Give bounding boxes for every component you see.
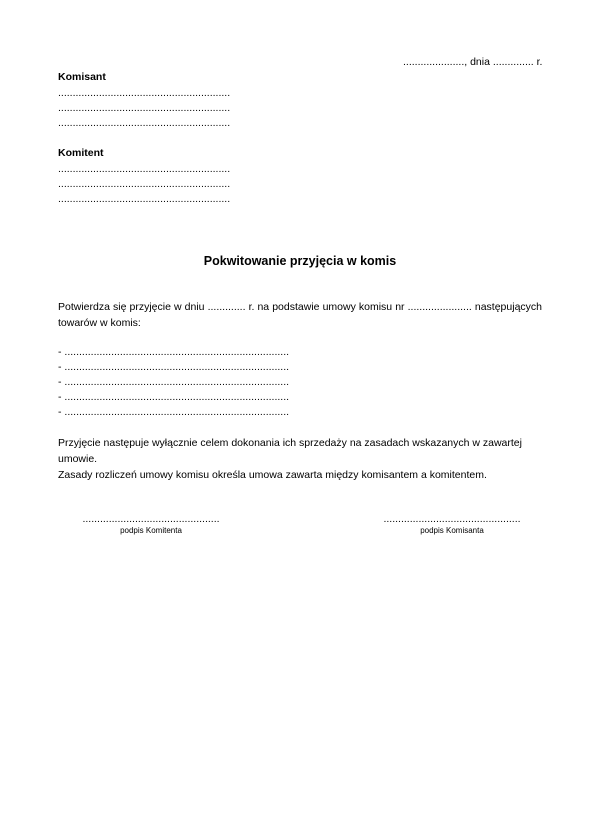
place-date-line: ....................., dnia .............. r. (403, 56, 543, 68)
komitent-line: ........................................................... (58, 178, 231, 190)
komitent-line: ........................................................... (58, 193, 231, 205)
goods-list (58, 345, 289, 420)
komitent-line: ........................................................... (58, 163, 231, 175)
komisant-details (58, 86, 230, 131)
confirmation-paragraph (58, 299, 542, 331)
komisant-signature-line: ............................................... (383, 513, 521, 525)
goods-line: - ............................................................................. (58, 346, 290, 358)
komitent-details (58, 162, 230, 207)
terms-line-2: Zasady rozliczeń umowy komisu określa umowa zawarta między komisantem a komitentem. (58, 469, 487, 481)
komitent-signature (82, 513, 220, 535)
komisant-line: ........................................................... (58, 87, 231, 99)
komitent-signature-line: ............................................... (82, 513, 220, 525)
goods-line: - ............................................................................. (58, 406, 290, 418)
komitent-signature-caption: podpis Komitenta (120, 526, 182, 535)
komisant-line: ........................................................... (58, 102, 231, 114)
komisant-signature (383, 513, 521, 535)
goods-line: - ............................................................................. (58, 391, 290, 403)
confirmation-line-2: towarów w komis: (58, 317, 141, 329)
terms-line-1: Przyjęcie następuje wyłącznie celem dokonania ich sprzedaży na zasadach wskazanych w zawartej umowie. (58, 437, 522, 465)
goods-line: - ............................................................................. (58, 376, 290, 388)
komisant-line: ........................................................... (58, 117, 231, 129)
document-title: Pokwitowanie przyjęcia w komis (203, 254, 397, 268)
komitent-label: Komitent (58, 147, 104, 159)
confirmation-line-1: Potwierdza się przyjęcie w dniu ............. r. na podstawie umowy komisu nr ...................... następujących (58, 301, 542, 313)
komisant-signature-caption: podpis Komisanta (420, 526, 484, 535)
komisant-label: Komisant (58, 71, 106, 83)
terms-paragraph (58, 435, 548, 483)
goods-line: - ............................................................................. (58, 361, 290, 373)
